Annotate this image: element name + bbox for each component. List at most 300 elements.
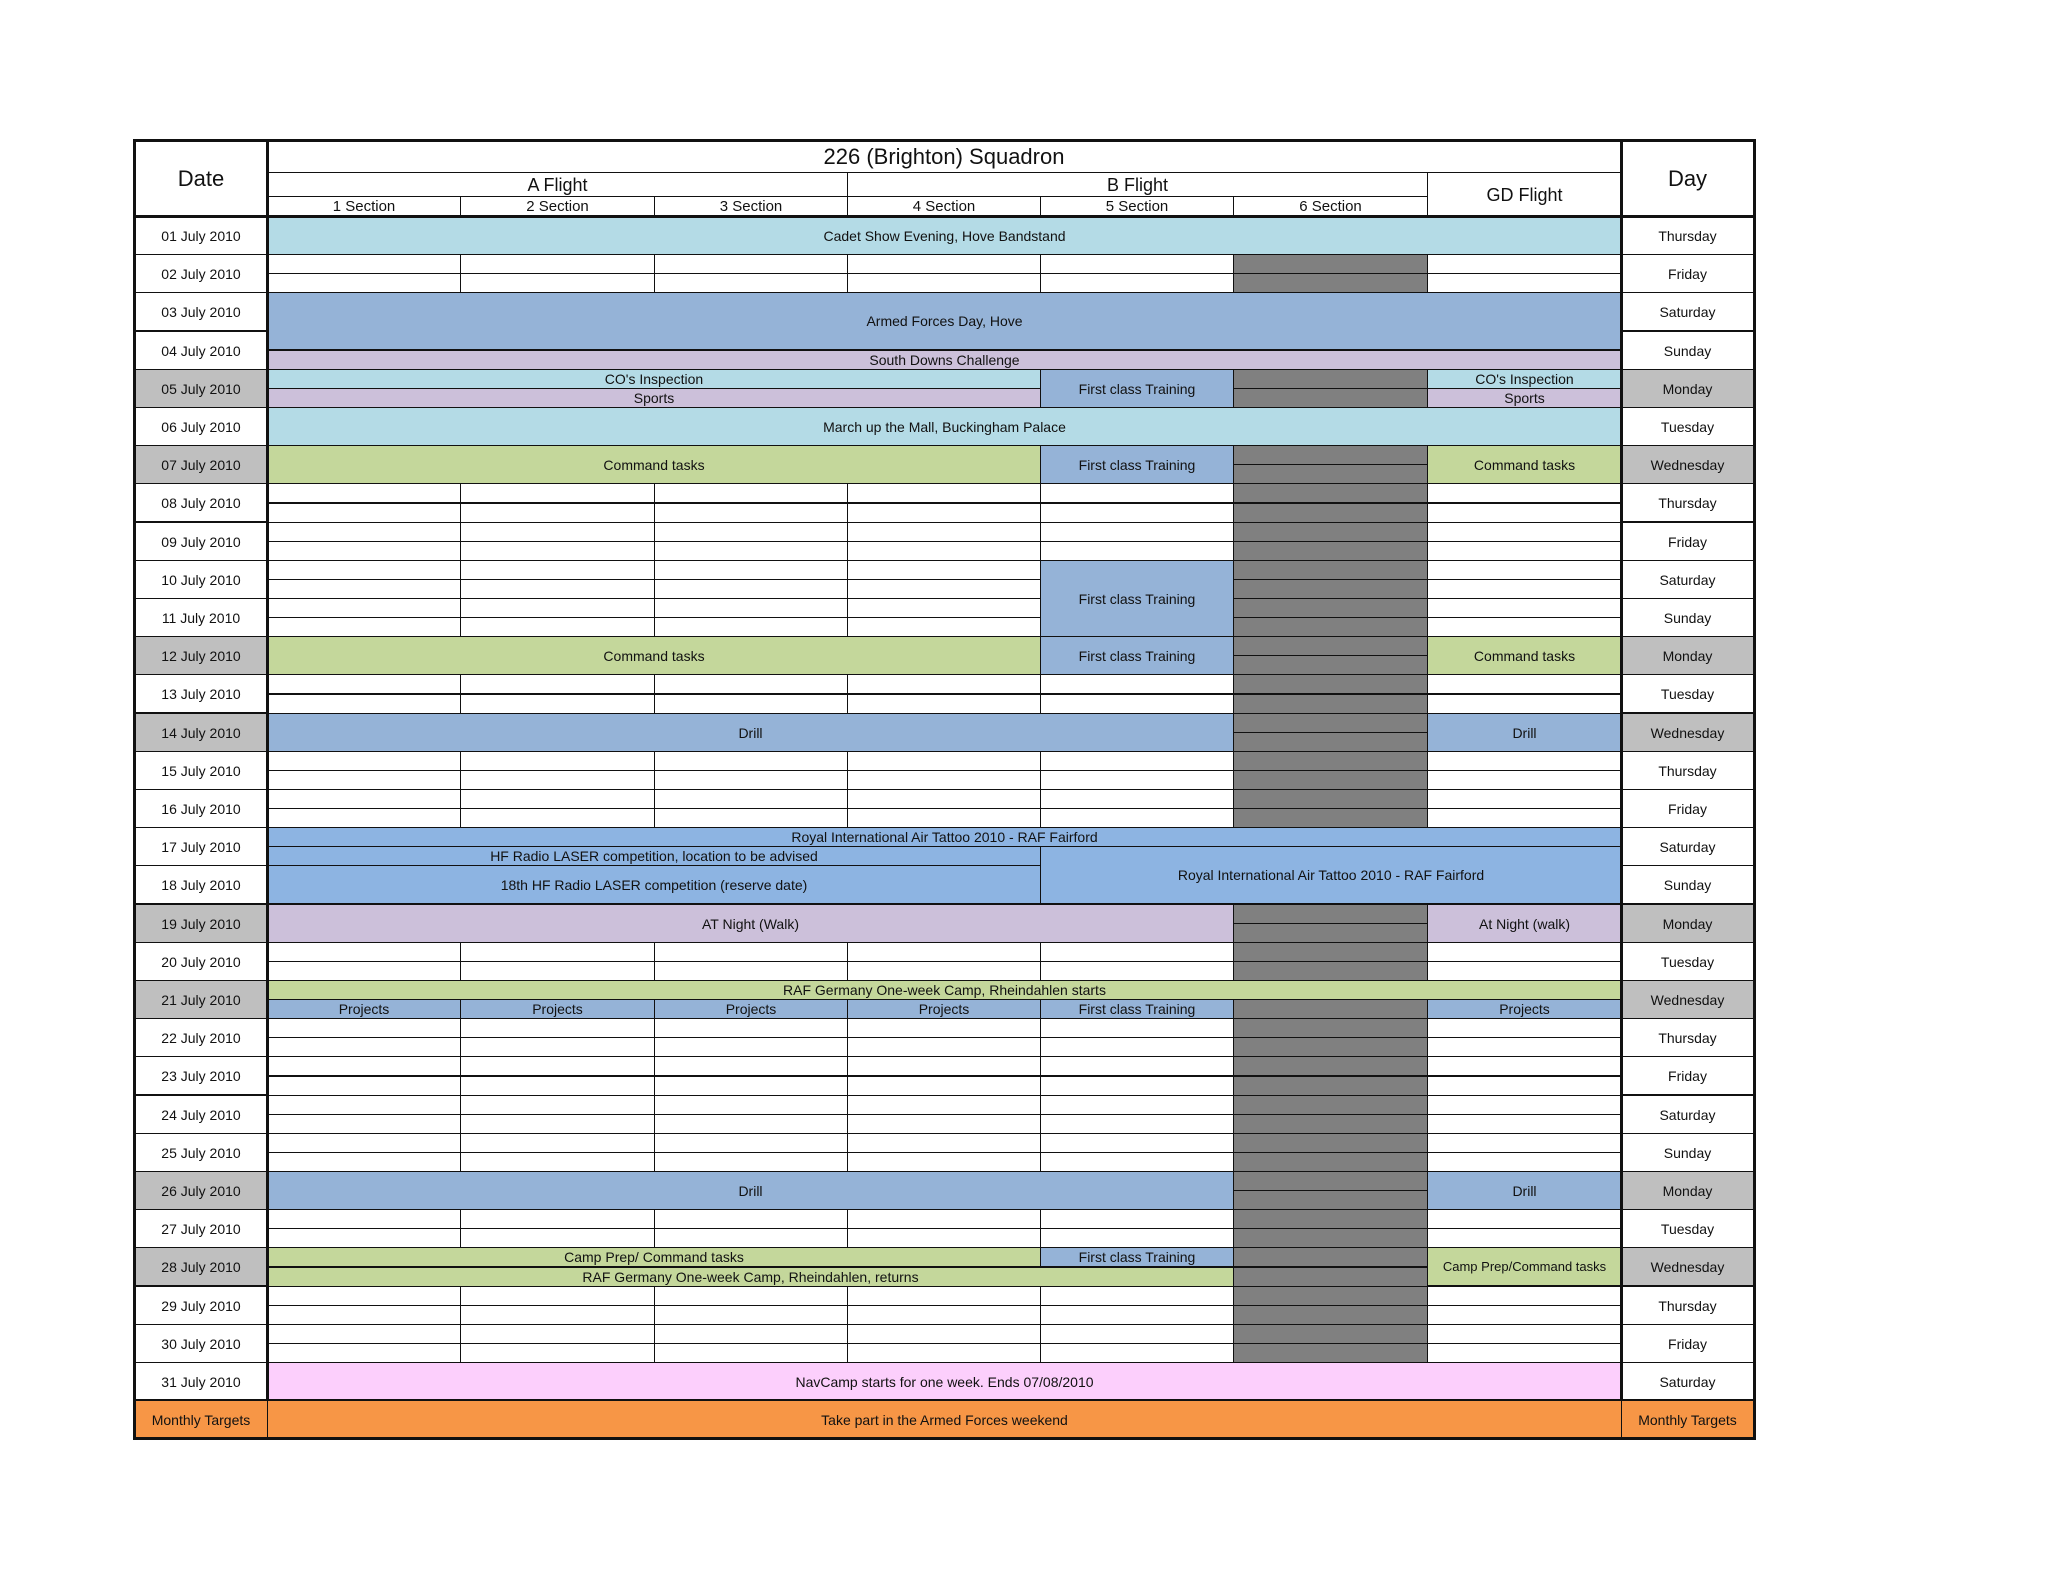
day-cell: Wednesday — [1621, 1247, 1754, 1286]
empty-cell — [1040, 751, 1234, 771]
unavailable-cell — [1233, 1076, 1428, 1096]
unavailable-cell — [1233, 1247, 1428, 1267]
section-1-header: 1 Section — [267, 196, 461, 217]
event-cell: First class Training — [1040, 369, 1234, 408]
empty-cell — [267, 1152, 461, 1172]
day-cell: Friday — [1621, 1324, 1754, 1363]
date-cell: 29 July 2010 — [134, 1286, 268, 1325]
empty-cell — [460, 1324, 655, 1344]
event-cell: Drill — [267, 713, 1234, 752]
empty-cell — [1427, 770, 1622, 790]
empty-cell — [1427, 1076, 1622, 1096]
unavailable-cell — [1233, 1286, 1428, 1306]
unavailable-cell — [1233, 560, 1428, 580]
day-cell: Saturday — [1621, 827, 1754, 866]
empty-cell — [654, 1152, 848, 1172]
empty-cell — [654, 1305, 848, 1325]
date-cell: 24 July 2010 — [134, 1095, 268, 1134]
empty-cell — [1040, 1114, 1234, 1134]
empty-cell — [847, 598, 1041, 618]
empty-cell — [847, 1286, 1041, 1306]
event-cell: CO's Inspection — [1427, 369, 1622, 389]
day-cell: Sunday — [1621, 598, 1754, 637]
empty-cell — [267, 254, 461, 274]
empty-cell — [1040, 1305, 1234, 1325]
unavailable-cell — [1233, 1343, 1428, 1363]
empty-cell — [1427, 541, 1622, 561]
empty-cell — [1427, 1037, 1622, 1057]
empty-cell — [1427, 1228, 1622, 1248]
date-cell: 26 July 2010 — [134, 1171, 268, 1210]
date-cell: 07 July 2010 — [134, 445, 268, 484]
date-cell: 28 July 2010 — [134, 1247, 268, 1286]
empty-cell — [654, 961, 848, 981]
empty-cell — [654, 617, 848, 637]
event-cell: At Night (walk) — [1427, 904, 1622, 943]
empty-cell — [267, 694, 461, 714]
empty-cell — [847, 579, 1041, 599]
empty-cell — [460, 961, 655, 981]
empty-cell — [1040, 961, 1234, 981]
empty-cell — [1040, 254, 1234, 274]
empty-cell — [267, 560, 461, 580]
empty-cell — [847, 1076, 1041, 1096]
event-cell: Projects — [267, 999, 461, 1019]
event-cell: RAF Germany One-week Camp, Rheindahlen starts — [267, 980, 1622, 1000]
empty-cell — [267, 541, 461, 561]
empty-cell — [1427, 789, 1622, 809]
unavailable-cell — [1233, 445, 1428, 465]
date-cell: 25 July 2010 — [134, 1133, 268, 1172]
empty-cell — [1427, 273, 1622, 293]
empty-cell — [1427, 1152, 1622, 1172]
unavailable-cell — [1233, 999, 1428, 1019]
empty-cell — [1427, 1209, 1622, 1229]
empty-cell — [1427, 942, 1622, 962]
date-cell: 04 July 2010 — [134, 331, 268, 370]
empty-cell — [460, 1209, 655, 1229]
empty-cell — [460, 1286, 655, 1306]
empty-cell — [1427, 254, 1622, 274]
event-cell: RAF Germany One-week Camp, Rheindahlen, returns — [267, 1267, 1234, 1287]
day-cell: Tuesday — [1621, 407, 1754, 446]
day-cell: Monday — [1621, 904, 1754, 943]
empty-cell — [267, 1343, 461, 1363]
event-cell: March up the Mall, Buckingham Palace — [267, 407, 1622, 446]
empty-cell — [267, 1133, 461, 1153]
empty-cell — [1427, 1095, 1622, 1115]
date-cell: 16 July 2010 — [134, 789, 268, 828]
empty-cell — [847, 770, 1041, 790]
event-cell: South Downs Challenge — [267, 350, 1622, 370]
unavailable-cell — [1233, 369, 1428, 389]
empty-cell — [460, 598, 655, 618]
empty-cell — [460, 808, 655, 828]
empty-cell — [654, 1343, 848, 1363]
event-cell: First class Training — [1040, 445, 1234, 484]
empty-cell — [1040, 1324, 1234, 1344]
unavailable-cell — [1233, 522, 1428, 542]
unavailable-cell — [1233, 770, 1428, 790]
empty-cell — [847, 1114, 1041, 1134]
empty-cell — [654, 1209, 848, 1229]
empty-cell — [267, 1209, 461, 1229]
empty-cell — [267, 1114, 461, 1134]
day-cell: Saturday — [1621, 1362, 1754, 1401]
empty-cell — [654, 942, 848, 962]
empty-cell — [460, 1305, 655, 1325]
unavailable-cell — [1233, 503, 1428, 523]
empty-cell — [654, 522, 848, 542]
event-cell: AT Night (Walk) — [267, 904, 1234, 943]
empty-cell — [1427, 1056, 1622, 1076]
date-cell: 17 July 2010 — [134, 827, 268, 866]
monthly-targets-label-right: Monthly Targets — [1621, 1400, 1754, 1439]
empty-cell — [1040, 1209, 1234, 1229]
empty-cell — [1040, 1037, 1234, 1057]
empty-cell — [1427, 1305, 1622, 1325]
event-cell: First class Training — [1040, 636, 1234, 675]
empty-cell — [460, 483, 655, 503]
empty-cell — [1427, 1133, 1622, 1153]
empty-cell — [1040, 1095, 1234, 1115]
date-cell: 23 July 2010 — [134, 1056, 268, 1095]
date-cell: 22 July 2010 — [134, 1018, 268, 1057]
empty-cell — [847, 1152, 1041, 1172]
day-cell: Saturday — [1621, 292, 1754, 331]
empty-cell — [1427, 1324, 1622, 1344]
unavailable-cell — [1233, 808, 1428, 828]
empty-cell — [267, 789, 461, 809]
date-cell: 19 July 2010 — [134, 904, 268, 943]
empty-cell — [460, 617, 655, 637]
empty-cell — [654, 789, 848, 809]
event-cell: Command tasks — [267, 636, 1041, 675]
date-cell: 20 July 2010 — [134, 942, 268, 981]
empty-cell — [267, 751, 461, 771]
unavailable-cell — [1233, 1228, 1428, 1248]
day-cell: Thursday — [1621, 483, 1754, 522]
event-cell: Camp Prep/ Command tasks — [267, 1247, 1041, 1267]
unavailable-cell — [1233, 1037, 1428, 1057]
empty-cell — [654, 808, 848, 828]
empty-cell — [1040, 1343, 1234, 1363]
empty-cell — [267, 1095, 461, 1115]
date-cell: 03 July 2010 — [134, 292, 268, 331]
empty-cell — [1427, 1114, 1622, 1134]
empty-cell — [1040, 483, 1234, 503]
empty-cell — [654, 503, 848, 523]
unavailable-cell — [1233, 1190, 1428, 1210]
empty-cell — [460, 1037, 655, 1057]
unavailable-cell — [1233, 636, 1428, 656]
day-cell: Wednesday — [1621, 445, 1754, 484]
day-cell: Sunday — [1621, 865, 1754, 904]
event-cell: Projects — [460, 999, 655, 1019]
empty-cell — [1040, 674, 1234, 694]
empty-cell — [460, 541, 655, 561]
section-6-header: 6 Section — [1233, 196, 1428, 217]
date-cell: 11 July 2010 — [134, 598, 268, 637]
empty-cell — [847, 1095, 1041, 1115]
day-cell: Tuesday — [1621, 1209, 1754, 1248]
unavailable-cell — [1233, 1267, 1428, 1287]
unavailable-cell — [1233, 617, 1428, 637]
event-cell: Drill — [1427, 1171, 1622, 1210]
empty-cell — [1040, 1133, 1234, 1153]
event-cell: Cadet Show Evening, Hove Bandstand — [267, 216, 1622, 255]
empty-cell — [1427, 961, 1622, 981]
day-column-header: Day — [1621, 141, 1754, 217]
date-cell: 01 July 2010 — [134, 216, 268, 255]
empty-cell — [1040, 1056, 1234, 1076]
date-cell: 10 July 2010 — [134, 560, 268, 599]
gd-flight-header: GD Flight — [1427, 172, 1622, 217]
date-column-header: Date — [134, 141, 268, 217]
empty-cell — [1427, 483, 1622, 503]
empty-cell — [460, 560, 655, 580]
date-cell: 31 July 2010 — [134, 1362, 268, 1401]
empty-cell — [460, 579, 655, 599]
day-cell: Monday — [1621, 1171, 1754, 1210]
event-cell: Command tasks — [1427, 445, 1622, 484]
empty-cell — [460, 522, 655, 542]
empty-cell — [460, 1018, 655, 1038]
date-cell: 13 July 2010 — [134, 674, 268, 713]
unavailable-cell — [1233, 655, 1428, 675]
empty-cell — [654, 1018, 848, 1038]
empty-cell — [654, 1324, 848, 1344]
empty-cell — [847, 789, 1041, 809]
unavailable-cell — [1233, 1324, 1428, 1344]
unavailable-cell — [1233, 694, 1428, 714]
empty-cell — [847, 808, 1041, 828]
empty-cell — [1040, 273, 1234, 293]
day-cell: Thursday — [1621, 751, 1754, 790]
empty-cell — [267, 579, 461, 599]
event-cell: Drill — [267, 1171, 1234, 1210]
event-cell: Royal International Air Tattoo 2010 - RAF Fairford — [1040, 846, 1622, 904]
empty-cell — [1040, 942, 1234, 962]
empty-cell — [847, 541, 1041, 561]
date-cell: 21 July 2010 — [134, 980, 268, 1019]
unavailable-cell — [1233, 1133, 1428, 1153]
empty-cell — [847, 694, 1041, 714]
empty-cell — [1040, 1152, 1234, 1172]
empty-cell — [847, 1133, 1041, 1153]
event-cell: Command tasks — [1427, 636, 1622, 675]
empty-cell — [654, 560, 848, 580]
event-cell: Sports — [1427, 388, 1622, 408]
unavailable-cell — [1233, 388, 1428, 408]
empty-cell — [1427, 694, 1622, 714]
empty-cell — [1040, 808, 1234, 828]
unavailable-cell — [1233, 789, 1428, 809]
empty-cell — [847, 961, 1041, 981]
empty-cell — [1427, 617, 1622, 637]
empty-cell — [267, 1228, 461, 1248]
empty-cell — [460, 694, 655, 714]
event-cell: Drill — [1427, 713, 1622, 752]
empty-cell — [847, 1209, 1041, 1229]
empty-cell — [460, 751, 655, 771]
empty-cell — [267, 617, 461, 637]
empty-cell — [267, 503, 461, 523]
empty-cell — [1040, 503, 1234, 523]
date-cell: 09 July 2010 — [134, 522, 268, 561]
unavailable-cell — [1233, 1171, 1428, 1191]
unavailable-cell — [1233, 1209, 1428, 1229]
date-cell: 14 July 2010 — [134, 713, 268, 752]
empty-cell — [267, 1056, 461, 1076]
empty-cell — [847, 522, 1041, 542]
event-cell: NavCamp starts for one week. Ends 07/08/2010 — [267, 1362, 1622, 1401]
empty-cell — [267, 961, 461, 981]
empty-cell — [1040, 1076, 1234, 1096]
empty-cell — [847, 1056, 1041, 1076]
day-cell: Friday — [1621, 254, 1754, 293]
empty-cell — [1040, 770, 1234, 790]
empty-cell — [1040, 1286, 1234, 1306]
day-cell: Tuesday — [1621, 674, 1754, 713]
unavailable-cell — [1233, 598, 1428, 618]
empty-cell — [847, 617, 1041, 637]
empty-cell — [847, 1018, 1041, 1038]
empty-cell — [267, 483, 461, 503]
day-cell: Wednesday — [1621, 713, 1754, 752]
empty-cell — [267, 808, 461, 828]
day-cell: Monday — [1621, 636, 1754, 675]
empty-cell — [654, 1114, 848, 1134]
empty-cell — [654, 674, 848, 694]
empty-cell — [1040, 1018, 1234, 1038]
empty-cell — [654, 1133, 848, 1153]
day-cell: Thursday — [1621, 1018, 1754, 1057]
empty-cell — [847, 483, 1041, 503]
empty-cell — [460, 1056, 655, 1076]
unavailable-cell — [1233, 541, 1428, 561]
event-cell: 18th HF Radio LASER competition (reserve date) — [267, 865, 1041, 904]
unavailable-cell — [1233, 1114, 1428, 1134]
empty-cell — [460, 770, 655, 790]
empty-cell — [267, 522, 461, 542]
day-cell: Tuesday — [1621, 942, 1754, 981]
day-cell: Monday — [1621, 369, 1754, 408]
unavailable-cell — [1233, 579, 1428, 599]
empty-cell — [267, 1324, 461, 1344]
empty-cell — [1040, 1228, 1234, 1248]
unavailable-cell — [1233, 961, 1428, 981]
empty-cell — [460, 789, 655, 809]
event-cell: HF Radio LASER competition, location to be advised — [267, 846, 1041, 866]
day-cell: Saturday — [1621, 560, 1754, 599]
empty-cell — [267, 1018, 461, 1038]
empty-cell — [460, 1114, 655, 1134]
unavailable-cell — [1233, 751, 1428, 771]
empty-cell — [1427, 560, 1622, 580]
empty-cell — [847, 1324, 1041, 1344]
empty-cell — [654, 751, 848, 771]
date-cell: 05 July 2010 — [134, 369, 268, 408]
empty-cell — [460, 1095, 655, 1115]
unavailable-cell — [1233, 904, 1428, 924]
empty-cell — [654, 254, 848, 274]
date-cell: 12 July 2010 — [134, 636, 268, 675]
empty-cell — [847, 273, 1041, 293]
empty-cell — [654, 1056, 848, 1076]
date-cell: 18 July 2010 — [134, 865, 268, 904]
empty-cell — [460, 254, 655, 274]
empty-cell — [654, 579, 848, 599]
day-cell: Thursday — [1621, 1286, 1754, 1325]
monthly-target-text: Take part in the Armed Forces weekend — [267, 1400, 1622, 1439]
empty-cell — [267, 273, 461, 293]
unavailable-cell — [1233, 1095, 1428, 1115]
empty-cell — [267, 1037, 461, 1057]
empty-cell — [460, 1343, 655, 1363]
day-cell: Friday — [1621, 789, 1754, 828]
empty-cell — [1040, 541, 1234, 561]
unavailable-cell — [1233, 713, 1428, 733]
empty-cell — [847, 751, 1041, 771]
date-cell: 27 July 2010 — [134, 1209, 268, 1248]
empty-cell — [654, 694, 848, 714]
date-cell: 02 July 2010 — [134, 254, 268, 293]
day-cell: Thursday — [1621, 216, 1754, 255]
section-2-header: 2 Section — [460, 196, 655, 217]
date-cell: 08 July 2010 — [134, 483, 268, 522]
b-flight-header: B Flight — [847, 172, 1428, 197]
empty-cell — [847, 254, 1041, 274]
event-cell: Armed Forces Day, Hove — [267, 292, 1622, 350]
event-cell: Camp Prep/Command tasks — [1427, 1247, 1622, 1286]
empty-cell — [267, 674, 461, 694]
empty-cell — [267, 1286, 461, 1306]
empty-cell — [654, 541, 848, 561]
unavailable-cell — [1233, 254, 1428, 274]
empty-cell — [1427, 1018, 1622, 1038]
day-cell: Wednesday — [1621, 980, 1754, 1019]
empty-cell — [847, 1305, 1041, 1325]
event-cell: Projects — [1427, 999, 1622, 1019]
monthly-targets-label-left: Monthly Targets — [134, 1400, 268, 1439]
empty-cell — [1427, 522, 1622, 542]
empty-cell — [1040, 522, 1234, 542]
event-cell: Sports — [267, 388, 1041, 408]
unavailable-cell — [1233, 273, 1428, 293]
empty-cell — [460, 1152, 655, 1172]
empty-cell — [1427, 808, 1622, 828]
empty-cell — [654, 598, 848, 618]
day-cell: Sunday — [1621, 331, 1754, 370]
event-cell: Royal International Air Tattoo 2010 - RAF Fairford — [267, 827, 1622, 847]
empty-cell — [267, 1305, 461, 1325]
empty-cell — [460, 1076, 655, 1096]
empty-cell — [654, 1076, 848, 1096]
empty-cell — [847, 1228, 1041, 1248]
empty-cell — [1040, 789, 1234, 809]
empty-cell — [654, 770, 848, 790]
unavailable-cell — [1233, 1305, 1428, 1325]
page-title: 226 (Brighton) Squadron — [267, 141, 1621, 173]
empty-cell — [267, 942, 461, 962]
empty-cell — [847, 503, 1041, 523]
empty-cell — [267, 598, 461, 618]
empty-cell — [847, 1343, 1041, 1363]
day-cell: Friday — [1621, 522, 1754, 561]
empty-cell — [1427, 503, 1622, 523]
empty-cell — [1040, 694, 1234, 714]
